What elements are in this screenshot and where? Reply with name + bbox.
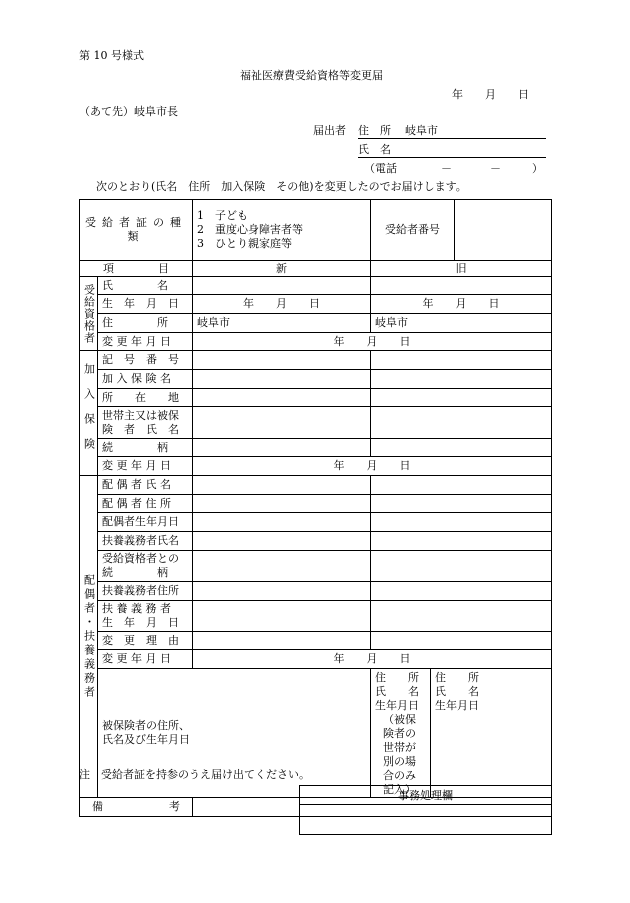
old-symbol-number-field[interactable] xyxy=(371,351,552,370)
new-spouse-name-field[interactable] xyxy=(193,476,371,495)
new-symbol-number-field[interactable] xyxy=(193,351,371,370)
column-old: 旧 xyxy=(371,261,552,277)
new-spouse-birth-field[interactable] xyxy=(193,513,371,532)
phone-close: ） xyxy=(532,162,543,175)
intro-text: 次のとおり(氏名 住所 加入保険 その他)を変更したのでお届けします。 xyxy=(96,180,467,193)
row-label-supporter-name: 扶養義務者氏名 xyxy=(98,532,193,551)
head-label-line1: 世帯主又は被保 xyxy=(102,408,179,422)
row-label-supporter-address: 扶養義務者住所 xyxy=(98,582,193,601)
applicant-name-label: 氏 名 xyxy=(358,143,391,156)
old-supporter-address-field[interactable] xyxy=(371,582,552,601)
office-use-field[interactable] xyxy=(300,805,552,835)
insured-new-name: 氏 名 xyxy=(375,685,419,698)
insured-old-birth: 生年月日 xyxy=(435,699,479,712)
new-address-field[interactable]: 岐阜市 xyxy=(193,314,371,333)
certificate-type-label: 受給者証の種類 xyxy=(80,200,193,261)
new-location-field[interactable] xyxy=(193,389,371,407)
new-supporter-relation-field[interactable] xyxy=(193,551,371,582)
old-birth-field[interactable]: 年 月 日 xyxy=(371,295,552,314)
supporter-rel-line2: 続 柄 xyxy=(102,566,168,579)
group-spouse-supporter: 配偶者・扶養義務者 xyxy=(80,476,98,798)
applicant-label: 届出者 xyxy=(313,124,346,137)
addressee: （あて先）岐阜市長 xyxy=(79,105,178,118)
insured-new-birth: 生年月日 xyxy=(375,699,419,712)
old-relation-field[interactable] xyxy=(371,439,552,457)
row-label-change-reason: 変 更 理 由 xyxy=(98,632,193,650)
row-label-address: 住 所 xyxy=(98,314,193,333)
new-name-field[interactable] xyxy=(193,277,371,295)
option-child[interactable]: 1 子ども xyxy=(197,209,248,222)
change-form-table xyxy=(79,199,552,817)
remarks-label xyxy=(80,798,193,817)
row-label-birth: 生 年 月 日 xyxy=(98,295,193,314)
old-insurance-name-field[interactable] xyxy=(371,370,552,389)
new-spouse-address-field[interactable] xyxy=(193,495,371,513)
applicant-address-label: 住 所 xyxy=(358,124,391,137)
option-single-parent[interactable]: 3 ひとり親家庭等 xyxy=(197,237,292,250)
row-label-supporter-relation xyxy=(98,551,193,582)
old-location-field[interactable] xyxy=(371,389,552,407)
recipient-number-field[interactable] xyxy=(455,200,551,260)
remarks-label-left: 備 xyxy=(92,800,103,813)
row-label-symbol-number: 記 号 番 号 xyxy=(98,351,193,370)
phone-dash: － xyxy=(490,162,501,175)
new-supporter-name-field[interactable] xyxy=(193,532,371,551)
old-spouse-address-field[interactable] xyxy=(371,495,552,513)
footer-note: 注 受給者証を持参のうえ届け出てください。 xyxy=(79,768,310,781)
group-eligible: 受給資格者 xyxy=(80,277,98,351)
row-label-change-date: 変 更 年 月 日 xyxy=(98,333,193,351)
certificate-type-options[interactable] xyxy=(193,200,371,261)
office-use-box xyxy=(299,785,552,835)
supporter-birth-line2: 生 年 月 日 xyxy=(102,616,179,629)
phone-label: （電話 xyxy=(364,162,397,175)
supporter-birth-line1: 扶 養 義 務 者 xyxy=(102,602,171,615)
new-insurance-name-field[interactable] xyxy=(193,370,371,389)
column-new: 新 xyxy=(193,261,371,277)
insured-old-cell[interactable] xyxy=(431,669,552,798)
insured-label-line1: 被保険者の住所、 xyxy=(102,719,190,732)
form-title: 福祉医療費受給資格等変更届 xyxy=(240,69,383,82)
recipient-number-label: 受給者番号 xyxy=(371,200,455,260)
change-date-field[interactable]: 年 月 日 xyxy=(193,333,552,351)
group-insurance: 加入保険 xyxy=(80,351,98,476)
office-use-label: 事務処理欄 xyxy=(300,786,552,805)
recipient-number-cell xyxy=(371,200,552,261)
applicant-address-value[interactable]: 岐阜市 xyxy=(405,124,438,137)
row-label-head-of-household xyxy=(98,407,193,439)
insured-new-cell[interactable] xyxy=(371,669,431,798)
old-head-field[interactable] xyxy=(371,407,552,439)
address-underline xyxy=(358,138,546,139)
row-label-change-date: 変 更 年 月 日 xyxy=(98,457,193,476)
old-spouse-name-field[interactable] xyxy=(371,476,552,495)
option-disability[interactable]: 2 重度心身障害者等 xyxy=(197,223,303,236)
new-supporter-address-field[interactable] xyxy=(193,582,371,601)
new-relation-field[interactable] xyxy=(193,439,371,457)
row-label-name: 氏 名 xyxy=(98,277,193,295)
row-label-supporter-birth xyxy=(98,601,193,632)
old-supporter-name-field[interactable] xyxy=(371,532,552,551)
row-label-spouse-birth: 配偶者生年月日 xyxy=(98,513,193,532)
column-item: 項 目 xyxy=(80,261,193,277)
name-underline xyxy=(358,157,546,158)
old-spouse-birth-field[interactable] xyxy=(371,513,552,532)
row-label-change-date: 変 更 年 月 日 xyxy=(98,650,193,669)
row-label-spouse-address: 配 偶 者 住 所 xyxy=(98,495,193,513)
form-number: 第 10 号様式 xyxy=(79,49,144,62)
old-name-field[interactable] xyxy=(371,277,552,295)
row-label-relation: 続 柄 xyxy=(98,439,193,457)
old-supporter-relation-field[interactable] xyxy=(371,551,552,582)
row-label-spouse-name: 配 偶 者 氏 名 xyxy=(98,476,193,495)
insured-old-name: 氏 名 xyxy=(435,685,479,698)
spouse-change-date-field[interactable]: 年 月 日 xyxy=(193,650,552,669)
new-supporter-birth-field[interactable] xyxy=(193,601,371,632)
insured-new-address: 住 所 xyxy=(375,671,419,684)
insurance-change-date-field[interactable]: 年 月 日 xyxy=(193,457,552,476)
new-head-field[interactable] xyxy=(193,407,371,439)
row-label-insurance-name: 加 入 保 険 名 xyxy=(98,370,193,389)
new-change-reason-field[interactable] xyxy=(193,632,371,650)
new-birth-field[interactable]: 年 月 日 xyxy=(193,295,371,314)
insured-label-line2: 氏名及び生年月日 xyxy=(102,733,190,746)
insured-note: （被保険者の世帯が別の場合のみ記入） xyxy=(383,713,416,796)
old-address-field[interactable]: 岐阜市 xyxy=(371,314,552,333)
head-label-line2: 険 者 氏 名 xyxy=(102,422,179,436)
remarks-label-right: 考 xyxy=(169,800,180,813)
insured-old-address: 住 所 xyxy=(435,671,479,684)
submission-date[interactable]: 年 月 日 xyxy=(452,88,529,101)
old-supporter-birth-field[interactable] xyxy=(371,601,552,632)
old-change-reason-field[interactable] xyxy=(371,632,552,650)
row-label-location: 所 在 地 xyxy=(98,389,193,407)
phone-dash: － xyxy=(441,162,452,175)
supporter-rel-line1: 受給資格者との xyxy=(102,552,179,565)
